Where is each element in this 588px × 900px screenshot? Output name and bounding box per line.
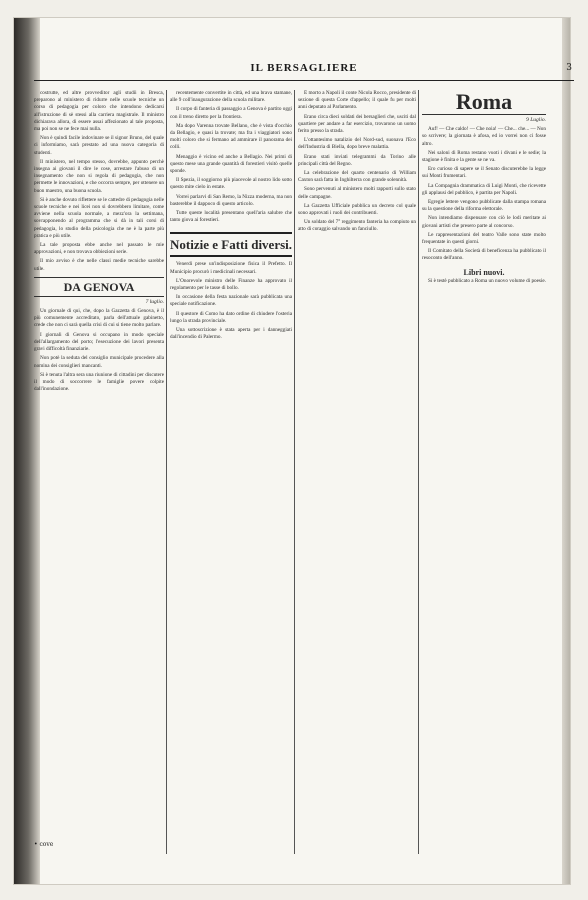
article-paragraph: La Compagnia drammatica di Luigi Monti, che ricevette gli applausi del pubblico, è partita per Napoli. [422, 182, 546, 196]
section-dateline: 9 Luglio. [526, 117, 546, 123]
column-rule [166, 90, 167, 854]
article-paragraph: Tutte queste località presentano quell'aria salubre che tanto giova ai forestieri. [170, 210, 292, 224]
article-paragraph: Ero curioso di sapere se il Senato discuterebbe la legge sui Monti frumentari. [422, 166, 546, 180]
news-item: Venerdì prese un'indisposizione fisica il Prefetto. Il Municipio procurò i medicinali necessari. [170, 261, 292, 275]
article-paragraph: Non potè la seduta del consiglio municipale procedere alla nomina dei consiglieri mancanti. [34, 355, 164, 369]
article-paragraph: Un soldato del 7° reggimento fanteria ha compiuto un atto di coraggio salvando un fanciullo. [298, 219, 416, 233]
article-paragraph: Nei saloni di Roma restano vuoti i divani e le sedie; la stagione è finita e la gente se ne va. [422, 149, 546, 164]
article-paragraph: Erano circa dieci soldati dei bersaglieri che, usciti dal quartiere per andare a far esercizio, trovarono un uomo ferito presso la strada. [298, 113, 416, 135]
column-3 [298, 90, 416, 854]
article-paragraph: Si è anche dovuto riflettere se le cattedre di pedagogia nelle scuole tecniche e nei licei non si dovrebbero limitare, come avviene nella scuola normale, a mezz'ora la settimana, sovrapponendo al programma che si dà in tali corsi di pedagogia, lo studio della psicologia che ne è la parte più pratica e più utile. [34, 196, 164, 239]
section-heading-genova: DA GENOVA [34, 277, 164, 297]
column-rule [418, 90, 419, 854]
column-1 [34, 90, 164, 854]
article-paragraph: Il ministero, nel tempo stesso, dovrebbe, appunto perchè insegna ai giovani il dire le cose, arrestare l'abuso di un insegnamento che non si regola di pedagogia, che non permette le innovazioni, e che occorra sempre, per ottenere un buon maestro, una buona scuola. [34, 158, 164, 194]
news-item: Il questore di Como ha dato ordine di chiudere l'osteria lungo la strada provinciale. [170, 310, 292, 324]
article-paragraph: Menaggio è vicino ed anche a Bellagio. Nei primi di questo mese una grande quantità di forestieri visitò quelle sponde. [170, 153, 292, 175]
news-item: Una sottoscrizione è stata aperta per i danneggiati dall'incendio di Palermo. [170, 327, 292, 341]
page-header [34, 56, 574, 81]
article-paragraph: Si è tenuta l'altra sera una riunione di cittadini per discutere il modo di soccorrere le famiglie povere colpite dall'inondazione. [34, 371, 164, 393]
article-paragraph: Non intendiamo dispensare con ciò le lodi meritate ai giovani artisti che presero parte al concorso. [422, 215, 546, 229]
article-paragraph: Ma dopo Varenna trovate Bellano, che è vista d'occhio da Bellagio, e quasi la trovate; ma fra i viaggiatori sono molti coloro che si fermano ad ammirare il panorama dei colli. [170, 122, 292, 151]
article-paragraph: recentemente convertite in città, ed una brava stamane, alle 9 coll'inaugurazione della scuola militare. [170, 90, 292, 104]
page-edge [562, 18, 570, 884]
article-paragraph: Il mio avviso è che nelle classi medie tecniche sarebbe utile. [34, 258, 164, 272]
article-paragraph: Auf! — Che caldo! — Che noia! — Che... che... — Non so scrivere; la giornata è afosa, ed io vorrei non ci fosse altro. [422, 126, 546, 147]
article-paragraph: La tale proposta ebbe anche nel passato le mie approvazioni, e non trovava obbiezioni serie. [34, 242, 164, 256]
article-paragraph: Erano stati inviati telegrammi da Torino alle principali città del Regno. [298, 153, 416, 167]
article-paragraph: L'ottantesimo natalizio del Nord-sud, suonava l'Eco dell'Industria di Biella, dopo breve malattia. [298, 137, 416, 151]
article-paragraph: È morto a Napoli il conte Nicola Rocco, presidente di sezione di questa Corte d'appello; il quale fu per molti anni deputato al Parlamento. [298, 90, 416, 111]
article-paragraph: Si è testè pubblicato a Roma un nuovo volume di poesie. [428, 277, 546, 284]
article-paragraph: Il Comitato della Società di beneficenza ha pubblicato il resoconto dell'anno. [422, 248, 546, 262]
section-heading-notizie: Notizie e Fatti diversi. [170, 232, 292, 257]
article-paragraph: Un giornale di qui, che, dopo la Gazzetta di Genova, è il più comunemente accreditato, parla dell'attuale gabinetto, crede che non ci sarà quella crisi di cui si tiene molto parlare. [34, 308, 164, 329]
article-paragraph: I giornali di Genova si occupano in modo speciale dell'allargamento del porto; l'esecuzione dei lavori presenta gravi difficoltà finanziarie. [34, 331, 164, 353]
article-paragraph: Il Spezia, il soggiorno più piacevole al nostro lido sotto questo mite cielo in estate. [170, 177, 292, 191]
article-paragraph: La celebrazione del quarto centenario di William Caxton sarà fatta in Inghilterra con grande solennità. [298, 170, 416, 184]
page-number: 3 [566, 63, 572, 73]
article-paragraph: Il corpo di fanteria di passaggio a Genova è partito oggi con il treno diretto per la frontiera. [170, 106, 292, 120]
article-paragraph: Vorrei parlarvi di San Remo, la Nizza moderna, ma non basterebbe il dappoco di questo articolo. [170, 193, 292, 207]
section-dateline: 7 luglio. [145, 298, 164, 305]
news-item: L'Onorevole ministro delle Finanze ha approvato il regolamento per le tasse di bollo. [170, 277, 292, 292]
article-paragraph: Sono pervenuti al ministero molti rapporti sullo stato delle campagne. [298, 186, 416, 200]
news-item: In occasione della festa nazionale sarà pubblicata una speciale notificazione. [170, 294, 292, 308]
article-paragraph: Egregie lettere vengono pubblicate dalla stampa romana su la questione della riforma elettorale. [422, 199, 546, 213]
section-heading-roma: Roma [422, 90, 546, 115]
article-paragraph: Non è quindi facile indovinare se il signor Bruno, del quale ci informiamo, sarà prestato ad una nuova categoria di studenti. [34, 135, 164, 156]
article-paragraph: costrutte, ed altre provveditor agli studii in Bresca, preparono al ministero di ridurre nelle scuole tecniche un corso di pedagogia per coloro che intendono dedicarsi all'istruzione di sè stessi alla carriera magistrale. Il ministro dichiarava allora, di essere assai affezionato al tale proposta, ma poi non se ne fece mai nulla. [34, 90, 164, 133]
column-2 [170, 90, 292, 854]
column-rule [294, 90, 295, 854]
margin-mark: • cove [34, 841, 54, 848]
masthead-title: IL BERSAGLIERE [250, 62, 358, 74]
section-heading-libri: Libri nuovi. [463, 267, 505, 277]
column-4 [422, 90, 546, 854]
article-paragraph: La Gazzetta Ufficiale pubblica un decreto col quale sono approvati i ruoli dei contribuenti. [298, 202, 416, 217]
article-paragraph: Le rappresentazioni del teatro Valle sono state molto frequentate in questi giorni. [422, 231, 546, 246]
